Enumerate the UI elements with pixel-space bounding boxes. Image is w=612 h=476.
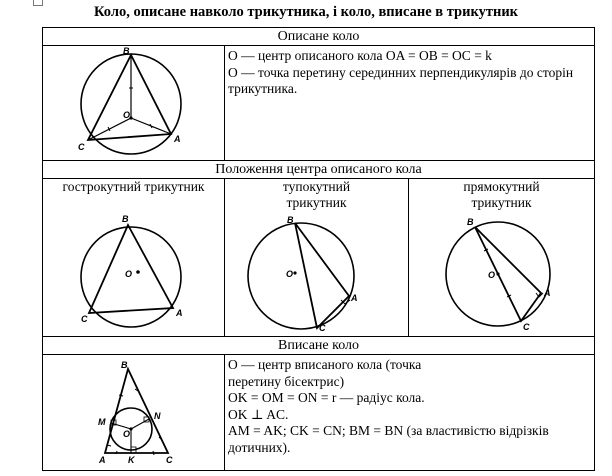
circumscribed-line-2: O — точка перетину серединних перпендикулярів до сторін трикутника. — [228, 64, 574, 96]
inscribed-figure — [43, 355, 225, 465]
circumscribed-figure — [43, 46, 225, 155]
inscribed-figure-cell — [43, 355, 225, 471]
circumscribed-text — [225, 46, 595, 161]
right-cell — [409, 179, 595, 337]
insc-label-b: B — [121, 360, 128, 370]
inscribed-line-3: OK ⊥ AC. — [228, 406, 289, 422]
insc-label-m: M — [98, 417, 106, 427]
inscribed-header: Вписане коло — [43, 337, 595, 355]
center-position-header: Положення центра описаного кола — [43, 161, 595, 179]
insc-label-k: K — [128, 455, 135, 465]
right-label-o: O — [488, 270, 496, 280]
circ-label-c: C — [78, 142, 85, 152]
obtuse-label-o: O — [286, 269, 294, 279]
obtuse-label-c: C — [319, 323, 326, 331]
right-label-b: B — [467, 217, 474, 227]
acute-figure — [43, 195, 225, 329]
circumscribed-figure-cell — [43, 46, 225, 161]
insc-label-o: O — [123, 429, 131, 439]
circ-label-b: B — [123, 46, 130, 56]
acute-label-b: B — [122, 214, 129, 224]
obtuse-cell — [225, 179, 409, 337]
inscribed-line-1: O — центр вписаного кола (точка перетину бісектрис) — [228, 357, 422, 389]
circ-label-a: A — [174, 134, 181, 144]
circumscribed-line-1: O — центр описаного кола OA = OB = OC = k — [228, 48, 492, 63]
inscribed-line-2: OK = OM = ON = r — радіус кола. — [228, 390, 425, 405]
insc-label-c: C — [166, 455, 173, 465]
acute-label-a: A — [176, 308, 183, 318]
obtuse-figure — [225, 211, 409, 331]
acute-label-c: C — [81, 314, 88, 324]
insc-label-a: A — [99, 455, 106, 465]
circ-label-o: O — [123, 110, 131, 120]
acute-cell — [43, 179, 225, 337]
obtuse-label-a: A — [351, 293, 358, 303]
acute-label-o: O — [125, 269, 133, 279]
obtuse-label-b: B — [287, 215, 294, 225]
obtuse-caption: тупокутний трикутник — [282, 179, 351, 210]
circumscribed-header: Описане коло — [43, 28, 595, 46]
right-caption: прямокутний трикутник — [463, 179, 540, 210]
page-title: Коло, описане навколо трикутника, і коло, вписане в трикутник — [93, 4, 519, 20]
right-label-a: A — [544, 288, 551, 298]
right-figure — [409, 211, 595, 331]
content-table — [42, 27, 595, 471]
inscribed-line-4: AM = AK; CK = CN; BM = BN (за властивістю відрізків дотичних). — [228, 423, 549, 455]
right-label-c: C — [523, 322, 530, 331]
insc-label-n: N — [154, 411, 161, 421]
acute-caption: гострокутний трикутник — [62, 179, 205, 194]
inscribed-text — [225, 355, 595, 471]
